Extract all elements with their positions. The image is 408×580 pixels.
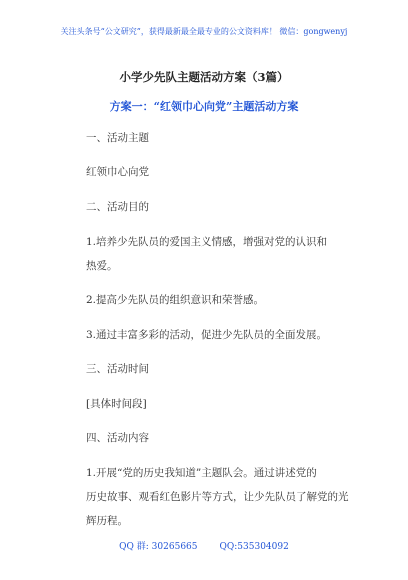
purpose-item-1-line-2: 热爱。 — [86, 260, 118, 272]
footer-contact — [0, 539, 408, 552]
purpose-item-3: 3.通过丰富多彩的活动，促进少先队员的全面发展。 — [86, 329, 328, 341]
purpose-item-1-line-1: 1.培养少先队员的爱国主义情感，增强对党的认识和 — [86, 236, 328, 248]
heading-activity-time: 三、活动时间 — [86, 363, 149, 375]
activity-theme-text: 红领巾心向党 — [86, 166, 149, 178]
content-item-1-line-3: 辉历程。 — [86, 515, 128, 527]
footer-qq: QQ:535304092 — [219, 542, 289, 552]
heading-activity-purpose: 二、活动目的 — [86, 201, 149, 213]
section-title: 方案一：“红领巾心向党”主题活动方案 — [109, 100, 299, 113]
content-item-1-line-1: 1.开展“党的历史我知道”主题队会。通过讲述党的 — [86, 467, 317, 479]
content-item-1-line-2: 历史故事、观看红色影片等方式，让少先队员了解党的光 — [86, 491, 349, 503]
footer-qq-group: QQ 群: 30265665 — [119, 542, 198, 552]
header-note: 关注头条号“公文研究”，获得最新最全最专业的公文资料库！ 微信：gongwenyj — [60, 27, 348, 36]
page-title: 小学少先队主题活动方案（3篇） — [119, 70, 289, 84]
heading-activity-content: 四、活动内容 — [86, 432, 149, 444]
purpose-item-2: 2.提高少先队员的组织意识和荣誉感。 — [86, 294, 265, 306]
heading-activity-theme: 一、活动主题 — [86, 132, 149, 144]
activity-time-text: [具体时间段] — [86, 398, 147, 410]
